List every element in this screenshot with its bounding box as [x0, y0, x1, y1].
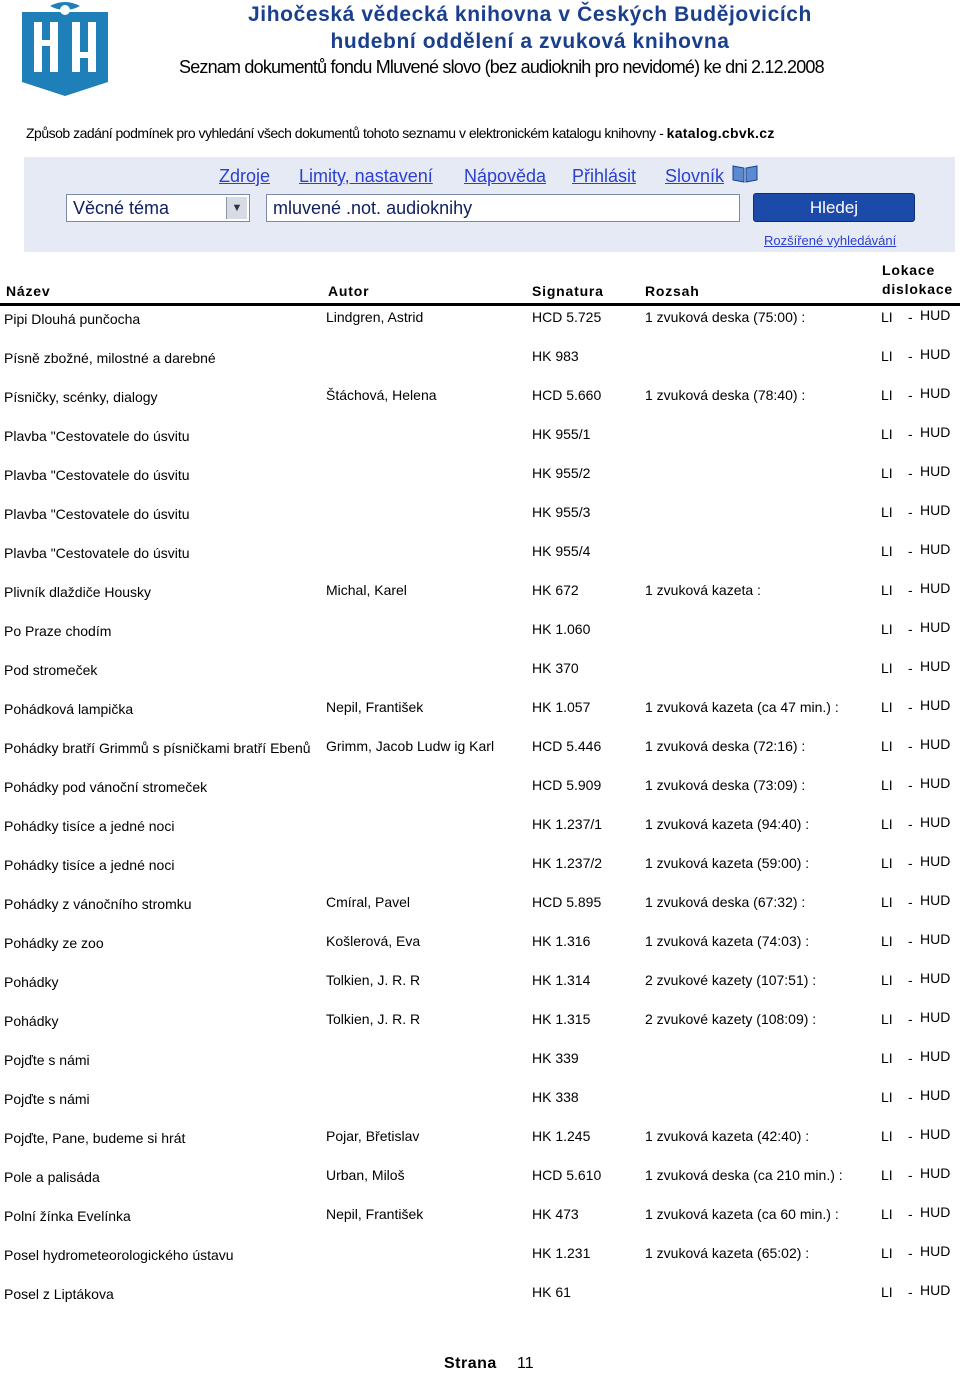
cell-author: Tolkien, J. R. R	[326, 1011, 421, 1027]
cell-signature: HK 1.237/2	[532, 855, 603, 871]
cell-signature: HK 1.057	[532, 699, 591, 715]
cell-separator: -	[908, 621, 913, 637]
cell-dis: HUD	[920, 1204, 951, 1220]
cell-loc: LI	[881, 543, 893, 559]
cell-name: Posel hydrometeorologického ústavu	[4, 1247, 234, 1263]
cell-author: Michal, Karel	[326, 582, 407, 598]
cell-dis: HUD	[920, 853, 951, 869]
cell-signature: HK 955/2	[532, 465, 591, 481]
cell-author: Nepil, František	[326, 699, 424, 715]
cell-dis: HUD	[920, 385, 951, 401]
cell-name: Pohádky tisíce a jedné noci	[4, 857, 175, 873]
cell-dis: HUD	[920, 580, 951, 596]
cell-name: Plavba "Cestovatele do úsvitu	[4, 506, 190, 522]
cell-dis: HUD	[920, 892, 951, 908]
cell-extent: 1 zvuková kazeta (65:02) :	[645, 1245, 810, 1261]
cell-separator: -	[908, 543, 913, 559]
cell-dis: HUD	[920, 1243, 951, 1259]
cell-separator: -	[908, 972, 913, 988]
cell-extent: 1 zvuková kazeta (59:00) :	[645, 855, 810, 871]
page-number: 11	[517, 1355, 534, 1372]
cell-signature: HK 473	[532, 1206, 579, 1222]
cell-extent: 1 zvuková kazeta (74:03) :	[645, 933, 810, 949]
cell-separator: -	[908, 426, 913, 442]
cell-signature: HK 955/4	[532, 543, 591, 559]
nav-zdroje[interactable]: Zdroje	[219, 166, 271, 186]
cell-signature: HK 1.245	[532, 1128, 591, 1144]
document-caption: Seznam dokumentů fondu Mluvené slovo (bez audioknih pro nevidomé) ke dni 2.12.2008	[179, 57, 824, 77]
cell-dis: HUD	[920, 931, 951, 947]
cell-separator: -	[908, 777, 913, 793]
cell-name: Po Praze chodím	[4, 623, 112, 639]
cell-dis: HUD	[920, 697, 951, 713]
cell-dis: HUD	[920, 346, 951, 362]
cell-name: Polní žínka Evelínka	[4, 1208, 131, 1224]
cell-loc: LI	[881, 465, 893, 481]
cell-signature: HCD 5.610	[532, 1167, 602, 1183]
cell-signature: HK 955/1	[532, 426, 591, 442]
cell-dis: HUD	[920, 541, 951, 557]
cell-author: Nepil, František	[326, 1206, 424, 1222]
cell-author: Urban, Miloš	[326, 1167, 405, 1183]
cell-extent: 2 zvukové kazety (108:09) :	[645, 1011, 817, 1027]
cell-dis: HUD	[920, 814, 951, 830]
cell-separator: -	[908, 1050, 913, 1066]
cell-signature: HK 672	[532, 582, 579, 598]
cell-name: Pohádky	[4, 1013, 59, 1029]
book-icon[interactable]	[732, 163, 758, 183]
cell-signature: HCD 5.725	[532, 309, 602, 325]
cell-separator: -	[908, 309, 913, 325]
cell-dis: HUD	[920, 1048, 951, 1064]
cell-name: Pojďte s námi	[4, 1052, 90, 1068]
cell-loc: LI	[881, 894, 893, 910]
cell-separator: -	[908, 855, 913, 871]
cell-separator: -	[908, 933, 913, 949]
cell-name: Pipi Dlouhá punčocha	[4, 311, 141, 327]
search-button[interactable]: Hledej	[753, 193, 915, 222]
cell-extent: 1 zvuková deska (78:40) :	[645, 387, 806, 403]
cell-extent: 1 zvuková kazeta (ca 60 min.) :	[645, 1206, 839, 1222]
cell-loc: LI	[881, 699, 893, 715]
cell-author: Štáchová, Helena	[326, 387, 437, 403]
cell-name: Pohádky tisíce a jedné noci	[4, 818, 175, 834]
header-name: Název	[6, 283, 51, 299]
page-label: Strana	[444, 1355, 497, 1372]
cell-extent: 2 zvukové kazety (107:51) :	[645, 972, 817, 988]
cell-name: Pohádky pod vánoční stromeček	[4, 779, 208, 795]
cell-dis: HUD	[920, 736, 951, 752]
cell-signature: HCD 5.909	[532, 777, 602, 793]
cell-loc: LI	[881, 1050, 893, 1066]
cell-loc: LI	[881, 426, 893, 442]
cell-signature: HK 370	[532, 660, 579, 676]
cell-signature: HK 1.231	[532, 1245, 591, 1261]
cell-extent: 1 zvuková kazeta :	[645, 582, 761, 598]
cell-separator: -	[908, 348, 913, 364]
cell-dis: HUD	[920, 658, 951, 674]
cell-author: Grimm, Jacob Ludw ig Karl	[326, 738, 495, 754]
cell-dis: HUD	[920, 1126, 951, 1142]
cell-dis: HUD	[920, 970, 951, 986]
header-signature: Signatura	[532, 283, 604, 299]
page-title: Jihočeská vědecká knihovna v Českých Budějovicích	[248, 3, 812, 26]
cell-signature: HK 1.060	[532, 621, 591, 637]
cell-loc: LI	[881, 504, 893, 520]
page-subtitle: hudební oddělení a zvuková knihovna	[330, 30, 730, 53]
nav-prihlasit[interactable]: Přihlásit	[572, 166, 637, 186]
cell-loc: LI	[881, 855, 893, 871]
cell-loc: LI	[881, 1245, 893, 1261]
cell-name: Plavba "Cestovatele do úsvitu	[4, 467, 190, 483]
cell-author: Košlerová, Eva	[326, 933, 421, 949]
cell-signature: HCD 5.895	[532, 894, 602, 910]
advanced-search-link[interactable]: Rozšířené vyhledávání	[764, 233, 897, 248]
cell-loc: LI	[881, 972, 893, 988]
cell-loc: LI	[881, 660, 893, 676]
cell-loc: LI	[881, 1128, 893, 1144]
cell-signature: HK 1.314	[532, 972, 591, 988]
cell-extent: 1 zvuková deska (72:16) :	[645, 738, 806, 754]
cell-loc: LI	[881, 582, 893, 598]
cell-name: Písně zbožné, milostné a darebné	[4, 350, 216, 366]
cell-name: Plavba "Cestovatele do úsvitu	[4, 545, 190, 561]
cell-loc: LI	[881, 309, 893, 325]
cell-extent: 1 zvuková kazeta (42:40) :	[645, 1128, 810, 1144]
search-instruction: Způsob zadání podmínek pro vyhledání všech dokumentů tohoto seznamu v elektronickém katalogu knihovny - katalog.cbvk.cz	[26, 125, 775, 141]
cell-dis: HUD	[920, 307, 951, 323]
search-field-select[interactable]: Věcné téma ▼	[66, 194, 250, 222]
cell-name: Plavba "Cestovatele do úsvitu	[4, 428, 190, 444]
cell-loc: LI	[881, 1011, 893, 1027]
cell-signature: HK 1.316	[532, 933, 591, 949]
cell-loc: LI	[881, 1089, 893, 1105]
cell-loc: LI	[881, 387, 893, 403]
cell-signature: HK 61	[532, 1284, 571, 1300]
cell-separator: -	[908, 660, 913, 676]
cell-extent: 1 zvuková kazeta (ca 47 min.) :	[645, 699, 839, 715]
cell-separator: -	[908, 465, 913, 481]
cell-dis: HUD	[920, 1087, 951, 1103]
cell-loc: LI	[881, 1284, 893, 1300]
cell-signature: HK 1.237/1	[532, 816, 603, 832]
catalog-link[interactable]: katalog.cbvk.cz	[666, 125, 775, 141]
cell-author: Lindgren, Astrid	[326, 309, 424, 325]
cell-dis: HUD	[920, 502, 951, 518]
cell-name: Pod stromeček	[4, 662, 98, 678]
cell-dis: HUD	[920, 1165, 951, 1181]
cell-signature: HCD 5.446	[532, 738, 602, 754]
cell-author: Tolkien, J. R. R	[326, 972, 421, 988]
cell-extent: 1 zvuková deska (75:00) :	[645, 309, 806, 325]
cell-dis: HUD	[920, 424, 951, 440]
cell-signature: HK 339	[532, 1050, 579, 1066]
header-location: Lokace	[882, 262, 936, 278]
cell-loc: LI	[881, 738, 893, 754]
search-input[interactable]: mluvené .not. audioknihy	[266, 194, 740, 222]
cell-loc: LI	[881, 816, 893, 832]
cell-separator: -	[908, 387, 913, 403]
nav-napoveda[interactable]: Nápověda	[464, 166, 547, 186]
cell-loc: LI	[881, 621, 893, 637]
header-extent: Rozsah	[645, 283, 700, 299]
nav-slovnik[interactable]: Slovník	[665, 166, 725, 186]
cell-signature: HK 955/3	[532, 504, 591, 520]
header-dislocation: dislokace	[882, 281, 954, 297]
cell-name: Pohádky z vánočního stromku	[4, 896, 192, 912]
chevron-down-icon[interactable]: ▼	[226, 197, 247, 219]
cell-dis: HUD	[920, 463, 951, 479]
cell-separator: -	[908, 1206, 913, 1222]
cell-name: Pole a palisáda	[4, 1169, 100, 1185]
header-divider	[0, 303, 960, 306]
cell-loc: LI	[881, 933, 893, 949]
cell-signature: HK 983	[532, 348, 579, 364]
cell-loc: LI	[881, 1206, 893, 1222]
cell-name: Pohádky	[4, 974, 59, 990]
cell-separator: -	[908, 1011, 913, 1027]
cell-name: Pojďte, Pane, budeme si hrát	[4, 1130, 186, 1146]
cell-extent: 1 zvuková deska (73:09) :	[645, 777, 806, 793]
cell-separator: -	[908, 504, 913, 520]
cell-extent: 1 zvuková deska (67:32) :	[645, 894, 806, 910]
cell-extent: 1 zvuková deska (ca 210 min.) :	[645, 1167, 843, 1183]
cell-separator: -	[908, 1284, 913, 1300]
cell-separator: -	[908, 894, 913, 910]
cell-author: Cmíral, Pavel	[326, 894, 411, 910]
cell-signature: HK 1.315	[532, 1011, 591, 1027]
cell-name: Plivník dlaždiče Housky	[4, 584, 152, 600]
cell-separator: -	[908, 582, 913, 598]
cell-name: Pojďte s námi	[4, 1091, 90, 1107]
cell-dis: HUD	[920, 775, 951, 791]
cell-loc: LI	[881, 1167, 893, 1183]
cell-name: Posel z Liptákova	[4, 1286, 114, 1302]
cell-name: Písničky, scénky, dialogy	[4, 389, 158, 405]
cell-dis: HUD	[920, 1282, 951, 1298]
cell-separator: -	[908, 699, 913, 715]
catalog-search-panel	[24, 157, 955, 252]
cell-extent: 1 zvuková kazeta (94:40) :	[645, 816, 810, 832]
header-author: Autor	[328, 283, 370, 299]
cell-separator: -	[908, 1245, 913, 1261]
cell-separator: -	[908, 1089, 913, 1105]
cell-separator: -	[908, 1128, 913, 1144]
cell-separator: -	[908, 1167, 913, 1183]
cell-separator: -	[908, 816, 913, 832]
cell-dis: HUD	[920, 1009, 951, 1025]
cell-author: Pojar, Břetislav	[326, 1128, 420, 1144]
cell-dis: HUD	[920, 619, 951, 635]
cell-separator: -	[908, 738, 913, 754]
cell-name: Pohádky ze zoo	[4, 935, 104, 951]
cell-loc: LI	[881, 777, 893, 793]
cell-name: Pohádková lampička	[4, 701, 134, 717]
cell-loc: LI	[881, 348, 893, 364]
cell-signature: HK 338	[532, 1089, 579, 1105]
cell-signature: HCD 5.660	[532, 387, 602, 403]
nav-limity[interactable]: Limity, nastavení	[299, 166, 433, 186]
cell-name: Pohádky bratří Grimmů s písničkami bratří Ebenů	[4, 740, 311, 756]
